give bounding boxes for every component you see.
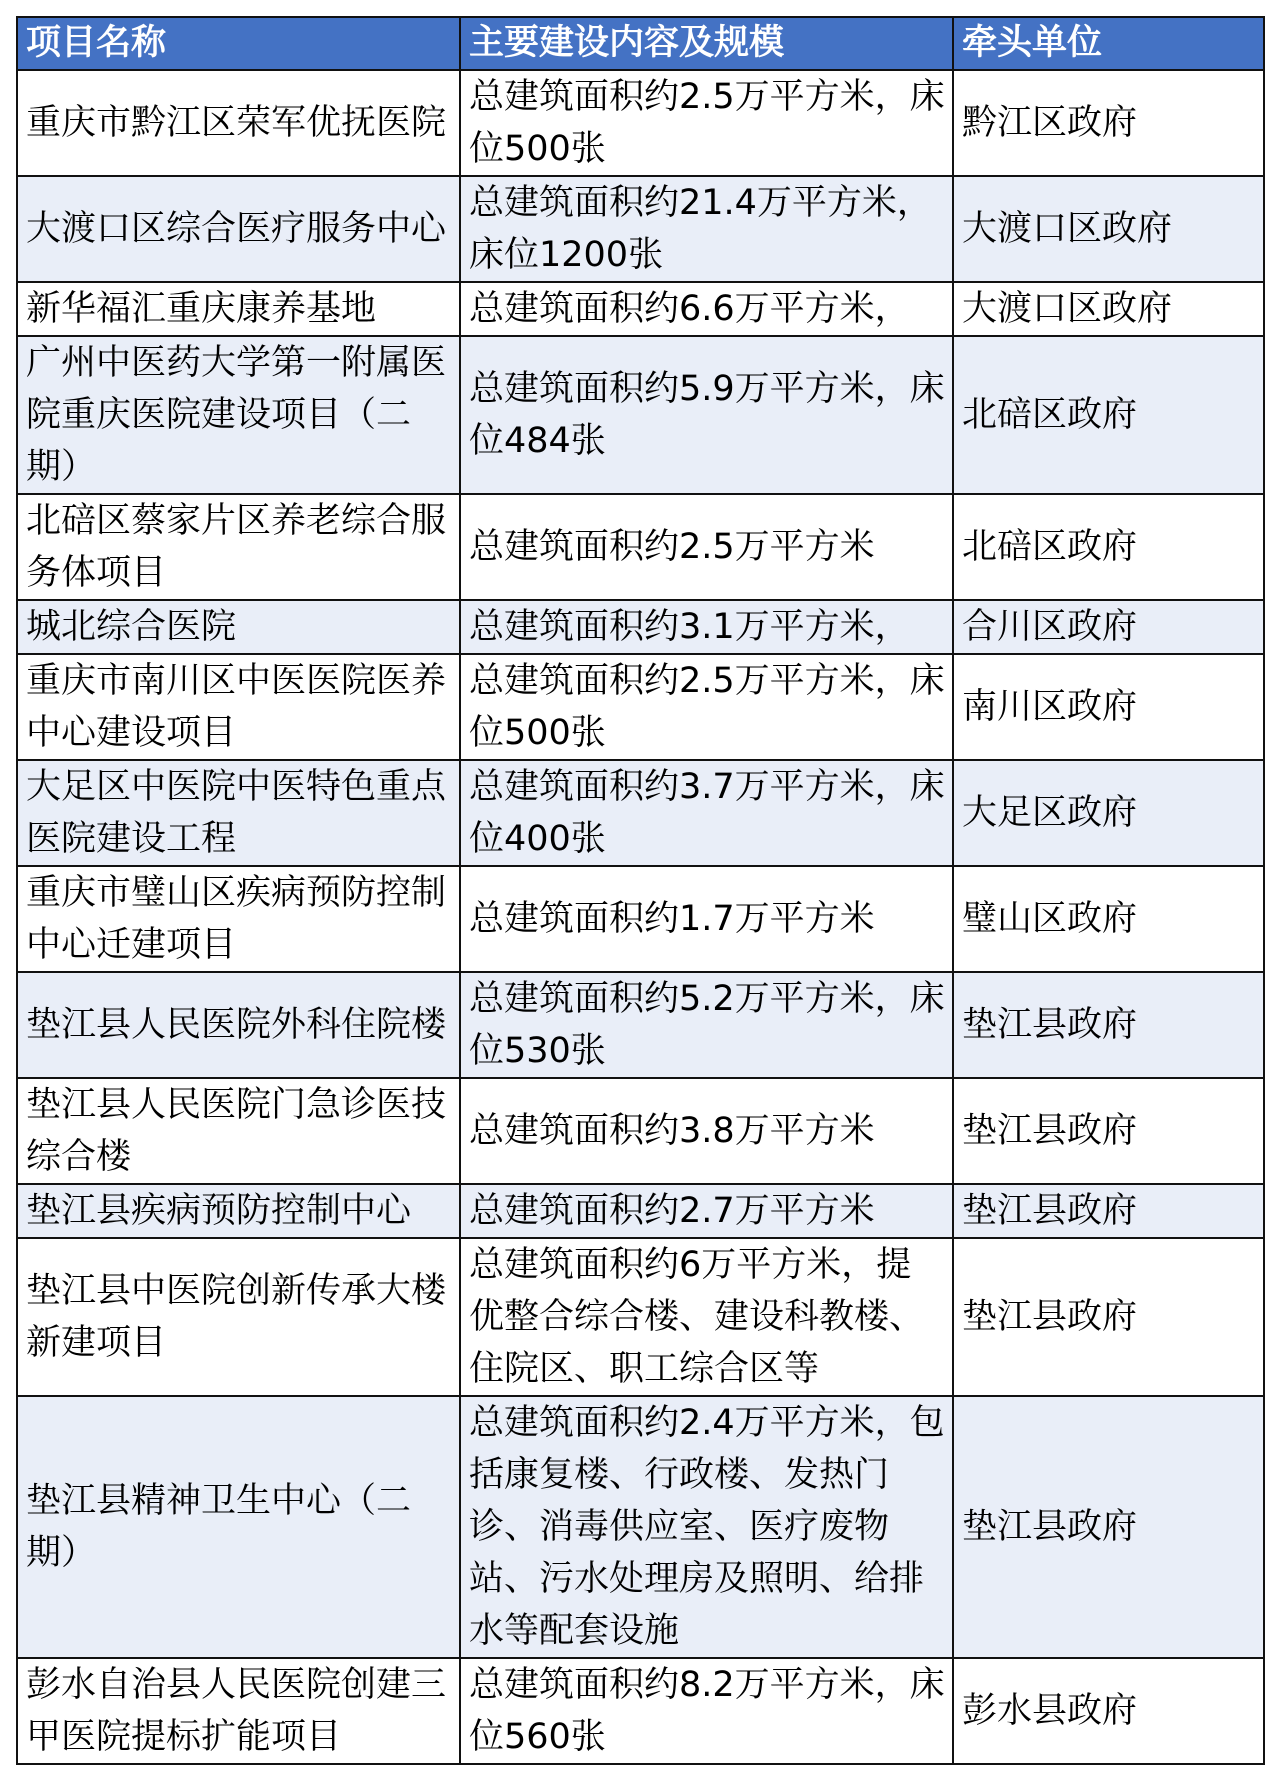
header-project-name: 项目名称 <box>17 17 460 70</box>
table-row <box>17 1396 1264 1658</box>
project-name-cell: 重庆市璧山区疾病预防控制中心迁建项目 <box>17 866 460 972</box>
lead-unit-cell: 垫江县政府 <box>953 972 1264 1078</box>
content-scale-cell: 总建筑面积约2.5万平方米 <box>460 494 953 600</box>
table-row <box>17 70 1264 176</box>
table-row <box>17 1238 1264 1396</box>
project-table-container <box>16 16 1263 1765</box>
content-scale-cell: 总建筑面积约5.9万平方米，床位484张 <box>460 336 953 494</box>
content-scale-cell: 总建筑面积约1.7万平方米 <box>460 866 953 972</box>
table-row <box>17 1078 1264 1184</box>
content-scale-cell: 总建筑面积约3.7万平方米，床位400张 <box>460 760 953 866</box>
lead-unit-cell: 南川区政府 <box>953 654 1264 760</box>
content-scale-cell: 总建筑面积约8.2万平方米，床位560张 <box>460 1658 953 1764</box>
lead-unit-cell: 垫江县政府 <box>953 1184 1264 1238</box>
lead-unit-cell: 垫江县政府 <box>953 1238 1264 1396</box>
lead-unit-cell: 彭水县政府 <box>953 1658 1264 1764</box>
table-row <box>17 494 1264 600</box>
content-scale-cell: 总建筑面积约3.8万平方米 <box>460 1078 953 1184</box>
table-row <box>17 866 1264 972</box>
project-name-cell: 重庆市黔江区荣军优抚医院 <box>17 70 460 176</box>
project-name-cell: 垫江县人民医院外科住院楼 <box>17 972 460 1078</box>
project-name-cell: 垫江县疾病预防控制中心 <box>17 1184 460 1238</box>
project-name-cell: 大足区中医院中医特色重点医院建设工程 <box>17 760 460 866</box>
content-scale-cell: 总建筑面积约2.7万平方米 <box>460 1184 953 1238</box>
content-scale-cell: 总建筑面积约21.4万平方米，床位1200张 <box>460 176 953 282</box>
header-content-scale: 主要建设内容及规模 <box>460 17 953 70</box>
project-name-cell: 彭水自治县人民医院创建三甲医院提标扩能项目 <box>17 1658 460 1764</box>
project-name-cell: 重庆市南川区中医医院医养中心建设项目 <box>17 654 460 760</box>
lead-unit-cell: 大渡口区政府 <box>953 176 1264 282</box>
table-row <box>17 1658 1264 1764</box>
project-name-cell: 城北综合医院 <box>17 600 460 654</box>
content-scale-cell: 总建筑面积约6.6万平方米， <box>460 282 953 336</box>
lead-unit-cell: 大足区政府 <box>953 760 1264 866</box>
content-scale-cell: 总建筑面积约2.5万平方米，床位500张 <box>460 654 953 760</box>
content-scale-cell: 总建筑面积约2.5万平方米，床位500张 <box>460 70 953 176</box>
table-row <box>17 972 1264 1078</box>
lead-unit-cell: 垫江县政府 <box>953 1078 1264 1184</box>
table-header-row <box>17 17 1264 70</box>
project-name-cell: 广州中医药大学第一附属医院重庆医院建设项目（二期） <box>17 336 460 494</box>
lead-unit-cell: 璧山区政府 <box>953 866 1264 972</box>
project-table <box>16 16 1265 1765</box>
content-scale-cell: 总建筑面积约2.4万平方米，包括康复楼、行政楼、发热门诊、消毒供应室、医疗废物站、污水处理房及照明、给排水等配套设施 <box>460 1396 953 1658</box>
project-name-cell: 垫江县中医院创新传承大楼新建项目 <box>17 1238 460 1396</box>
lead-unit-cell: 黔江区政府 <box>953 70 1264 176</box>
lead-unit-cell: 垫江县政府 <box>953 1396 1264 1658</box>
content-scale-cell: 总建筑面积约3.1万平方米， <box>460 600 953 654</box>
project-name-cell: 北碚区蔡家片区养老综合服务体项目 <box>17 494 460 600</box>
table-row <box>17 654 1264 760</box>
table-row <box>17 176 1264 282</box>
table-row <box>17 600 1264 654</box>
project-name-cell: 大渡口区综合医疗服务中心 <box>17 176 460 282</box>
table-row <box>17 336 1264 494</box>
lead-unit-cell: 大渡口区政府 <box>953 282 1264 336</box>
lead-unit-cell: 北碚区政府 <box>953 336 1264 494</box>
table-row <box>17 1184 1264 1238</box>
project-name-cell: 垫江县人民医院门急诊医技综合楼 <box>17 1078 460 1184</box>
lead-unit-cell: 北碚区政府 <box>953 494 1264 600</box>
header-lead-unit: 牵头单位 <box>953 17 1264 70</box>
project-name-cell: 新华福汇重庆康养基地 <box>17 282 460 336</box>
lead-unit-cell: 合川区政府 <box>953 600 1264 654</box>
project-name-cell: 垫江县精神卫生中心（二期） <box>17 1396 460 1658</box>
content-scale-cell: 总建筑面积约5.2万平方米，床位530张 <box>460 972 953 1078</box>
table-row <box>17 760 1264 866</box>
table-row <box>17 282 1264 336</box>
content-scale-cell: 总建筑面积约6万平方米，提优整合综合楼、建设科教楼、住院区、职工综合区等 <box>460 1238 953 1396</box>
